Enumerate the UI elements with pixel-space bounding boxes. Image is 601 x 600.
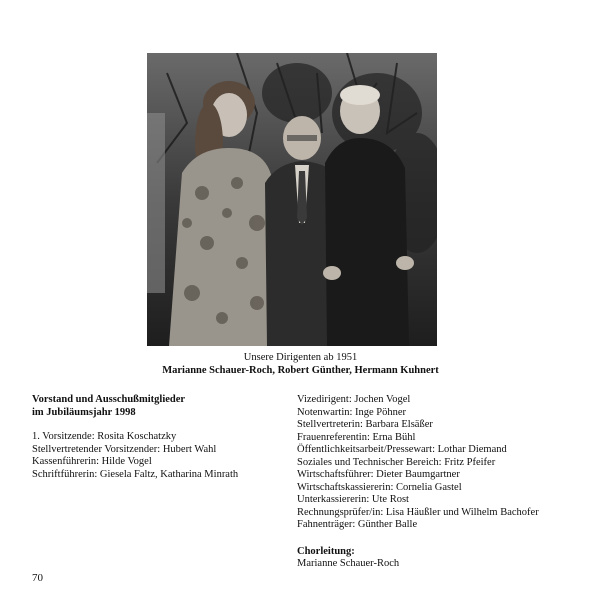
member-line: Wirtschaftskassiererin: Cornelia Gastel: [297, 481, 462, 493]
member-line: Frauenreferentin: Erna Bühl: [297, 431, 416, 443]
member-line: Notenwartin: Inge Pöhner: [297, 406, 407, 418]
board-members-left-column: [32, 394, 282, 481]
member-line: Schriftführerin: Giesela Faltz, Katharina Minrath: [32, 468, 239, 480]
board-members-right-column: [297, 394, 587, 571]
member-line: Kassenführerin: Hilde Vogel: [32, 456, 152, 467]
member-line: Fahnenträger: Günther Balle: [297, 519, 418, 530]
member-line: Soziales und Technischer Bereich: Fritz Pfeifer: [297, 456, 496, 468]
choir-leadership-heading: Chorleitung:: [297, 545, 355, 557]
photo-caption-names: Marianne Schauer-Roch, Robert Günther, Hermann Kuhnert: [162, 365, 439, 376]
choir-leader-name: Marianne Schauer-Roch: [297, 558, 400, 569]
member-line: Vizedirigent: Jochen Vogel: [297, 394, 411, 405]
member-line: 1. Vorsitzende: Rosita Koschatzky: [32, 431, 177, 442]
member-line: Stellvertretender Vorsitzender: Hubert Wahl: [32, 443, 217, 455]
member-line: Stellvertreterin: Barbara Elsäßer: [297, 419, 433, 430]
page-number: 70: [32, 572, 43, 584]
member-line: Unterkassiererin: Ute Rost: [297, 494, 409, 505]
member-line: Rechnungsprüfer/in: Lisa Häußler und Wilhelm Bachofer: [297, 506, 539, 518]
member-line: Wirtschaftsführer: Dieter Baumgartner: [297, 469, 460, 480]
conductors-photo: [147, 53, 437, 346]
member-line: Öffentlichkeitsarbeit/Pressewart: Lothar Diemand: [297, 444, 507, 455]
photo-caption-title: Unsere Dirigenten ab 1951: [243, 352, 358, 363]
section-heading-line2: im Jubiläumsjahr 1998: [32, 406, 136, 418]
section-heading-line1: Vorstand und Ausschußmitglieder: [32, 394, 186, 405]
